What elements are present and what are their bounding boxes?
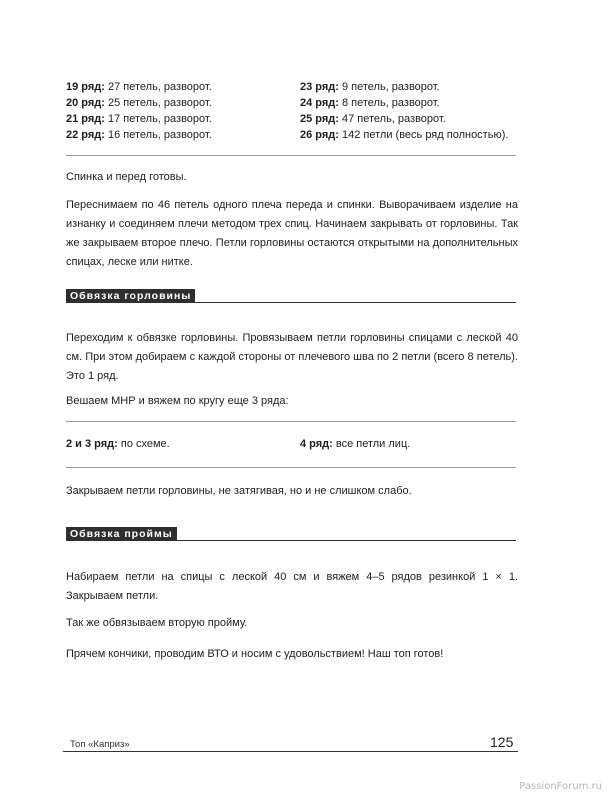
paragraph: Переснимаем по 46 петель одного плеча переда и спинки. Выворачиваем изделие на изнанку и соединяем плечи методом трех спиц. Начинаем закрывать от горловины. Так же закрываем второе плечо. Петли горловины остаются открытыми на дополнительных спицах, леске или нитке.: [66, 199, 518, 268]
row-item: 26 ряд: 142 петли (весь ряд полностью).: [300, 129, 509, 141]
section-header-armhole: [66, 527, 516, 541]
paragraph: Закрываем петли горловины, не затягивая, но и не слишком слабо.: [66, 485, 412, 497]
row-item: 25 ряд: 47 петель, разворот.: [300, 113, 446, 125]
paragraph: Переходим к обвязке горловины. Провязываем петли горловины спицами с леской 40 см. При этом добираем с каждой стороны от плечевого шва по 2 петли (всего 8 петель). Это 1 ряд.: [66, 332, 518, 382]
paragraph: Спинка и перед готовы.: [66, 171, 187, 183]
row-item: 20 ряд: 25 петель, разворот.: [66, 97, 212, 109]
paragraph: Прячем кончики, проводим ВТО и носим с удовольствием! Наш топ готов!: [66, 648, 444, 660]
footer-title: Топ «Каприз»: [70, 739, 130, 750]
section-header-neck: [66, 289, 516, 303]
section-title: Обвязка проймы: [66, 527, 177, 541]
row-item: 23 ряд: 9 петель, разворот.: [300, 81, 440, 93]
divider: [66, 155, 516, 156]
watermark: PassionForum.ru: [519, 781, 602, 792]
page-number: 125: [490, 734, 514, 750]
divider: [66, 421, 516, 422]
row-item: 24 ряд: 8 петель, разворот.: [300, 97, 440, 109]
row-item: 19 ряд: 27 петель, разворот.: [66, 81, 212, 93]
section-title: Обвязка горловины: [66, 289, 195, 303]
row-item: 22 ряд: 16 петель, разворот.: [66, 129, 212, 141]
paragraph: Набираем петли на спицы с леской 40 см и вяжем 4–5 рядов резинкой 1 × 1. Закрываем петли.: [66, 571, 518, 602]
row-item: 21 ряд: 17 петель, разворот.: [66, 113, 212, 125]
paragraph: Вешаем МНР и вяжем по кругу еще 3 ряда:: [66, 395, 289, 407]
row-item: 2 и 3 ряд: по схеме.: [66, 438, 170, 450]
row-item: 4 ряд: все петли лиц.: [300, 438, 411, 450]
footer-rule: [63, 751, 518, 752]
paragraph: Так же обвязываем вторую пройму.: [66, 617, 248, 629]
divider: [66, 467, 516, 468]
